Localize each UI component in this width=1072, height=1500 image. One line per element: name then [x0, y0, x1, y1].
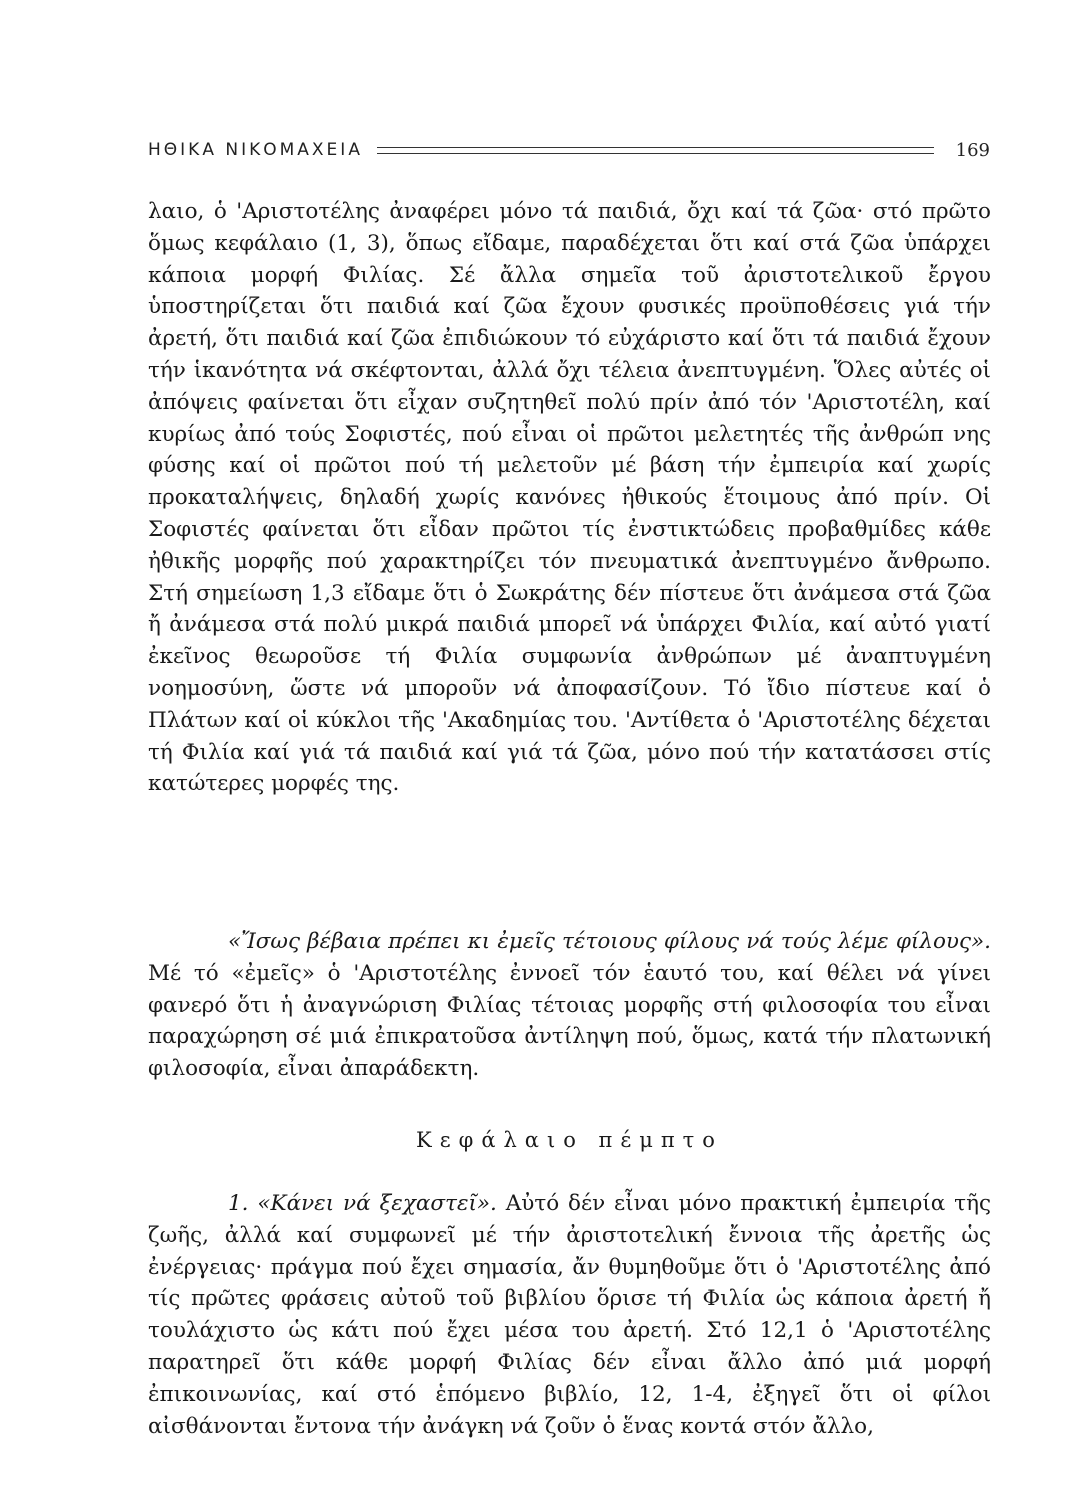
page-number: 169 — [955, 139, 990, 161]
header-double-rule — [377, 147, 934, 154]
note-text: Αὐτό δέν εἶναι μόνο πρακτική ἐμπειρία τῆς ζωῆς, ἀλλά καί συμφωνεῖ μέ τήν ἀριστοτελική ἔννοια τῆς ἀρετῆς ὡς ἐνέργειας· πράγμα πού ἔχει σημασία, ἄν θυμηθοῦμε ὅτι ὁ 'Αριστοτέλης ἀπό τίς πρῶτες φράσεις αὐτοῦ τοῦ βιβλίου ὅρισε τή Φιλία ὡς κάποια ἀρετή ἤ τουλάχιστο ὡς κάτι πού ἔχει μέσα του ἀρετή. Στό 12,1 ὁ 'Αριστοτέλης παρατηρεῖ ὅτι κάθε μορφή Φιλίας δέν εἶναι ἄλλο ἀπό μιά μορφή ἐπικοινωνίας, καί στό ἑπόμενο βιβλίο, 12, 1-4, ἐξηγεῖ ὅτι οἱ φίλοι αἰσθάνονται ἔντονα τήν ἀνάγκη νά ζοῦν ὁ ἕνας κοντά στόν ἄλλο, — [148, 1191, 991, 1439]
note-paragraph — [148, 1188, 991, 1442]
note-paragraph — [148, 926, 991, 1085]
commentary-block-3 — [148, 1188, 991, 1442]
commentary-block-1 — [148, 196, 991, 800]
running-title: ΗΘΙΚΑ ΝΙΚΟΜΑΧΕΙΑ — [148, 140, 363, 160]
lemma-quote: 1. «Κάνει νά ξεχαστεῖ». — [228, 1191, 497, 1216]
note-text: Μέ τό «ἐμεῖς» ὁ 'Αριστοτέλης ἐννοεῖ τόν ἑαυτό του, καί θέλει νά γίνει φανερό ὅτι ἡ ἀναγνώριση Φιλίας τέτοιας μορφῆς στή φιλοσοφία του εἶναι παραχώρηση σέ μιά ἐπικρατοῦσα ἀντίληψη πού, ὅμως, κατά τήν πλατωνική φιλοσοφία, εἶναι ἀπαράδεκτη. — [148, 960, 991, 1082]
paragraph-continued: λαιο, ὁ 'Αριστοτέλης ἀναφέρει μόνο τά παιδιά, ὄχι καί τά ζῶα· στό πρῶτο ὅμως κεφάλαιο (1, 3), ὅπως εἴδαμε, παραδέχεται ὅτι καί στά ζῶα ὑπάρχει κάποια μορφή Φιλίας. Σέ ἄλλα σημεῖα τοῦ ἀριστοτελικοῦ ἔργου ὑποστηρίζεται ὅτι παιδιά καί ζῶα ἔχουν φυσικές προϋποθέσεις γιά τήν ἀρετή, ὅτι παιδιά καί ζῶα ἐπιδιώκουν τό εὐχάριστο καί ὅτι τά παιδιά ἔχουν τήν ἱκανότητα νά σκέφτονται, ἀλλά ὄχι τέλεια ἀνεπτυγμένη. Ὅλες αὐτές οἱ ἀπόψεις φαίνεται ὅτι εἶχαν συζητηθεῖ πολύ πρίν ἀπό τόν 'Αριστοτέλη, καί κυρίως ἀπό τούς Σοφιστές, πού εἶναι οἱ πρῶτοι μελετητές τῆς ἀνθρώπ νης φύσης καί οἱ πρῶτοι πού τή μελετοῦν μέ βάση τήν ἐμπειρία καί χωρίς προκαταλήψεις, δηλαδή χωρίς κανόνες ἠθικούς ἕτοιμους ἀπό πρίν. Οἱ Σοφιστές φαίνεται ὅτι εἶδαν πρῶτοι τίς ἐνστικτώδεις προβαθμίδες κάθε ἠθικῆς μορφῆς πού χαρακτηρίζει τόν πνευματικά ἀνεπτυγμένο ἄνθρωπο. Στή σημείωση 1,3 εἴδαμε ὅτι ὁ Σωκράτης δέν πίστευε ὅτι ἀνάμεσα στά ζῶα ἤ ἀνάμεσα στά πολύ μικρά παιδιά μπορεῖ νά ὑπάρχει Φιλία, καί αὐτό γιατί ἐκεῖνος θεωροῦσε τή Φιλία συμφωνία ἀνθρώπων μέ ἀναπτυγμένη νοημοσύνη, ὥστε νά μποροῦν νά ἀποφασίζουν. Τό ἴδιο πίστευε καί ὁ Πλάτων καί οἱ κύκλοι τῆς 'Ακαδημίας του. 'Αντίθετα ὁ 'Αριστοτέλης δέχεται τή Φιλία καί γιά τά παιδιά καί γιά τά ζῶα, μόνο πού τήν κατατάσσει στίς κατώτερες μορφές της. — [148, 199, 991, 797]
chapter-heading: Κεφάλαιο πέμπτο — [416, 1128, 723, 1152]
running-header — [148, 138, 990, 162]
commentary-block-2 — [148, 926, 991, 1085]
lemma-quote: «Ἴσως βέβαια πρέπει κι ἐμεῖς τέτοιους φίλους νά τούς λέμε φίλους». — [228, 929, 991, 954]
